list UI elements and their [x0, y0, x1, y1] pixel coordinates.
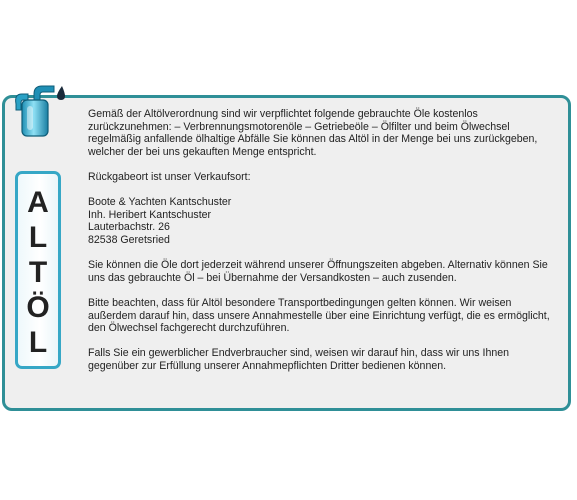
address-line: Lauterbachstr. 26 — [88, 221, 170, 234]
intro-paragraph: Gemäß der Altölverordnung sind wir verpflichtet folgende gebrauchte Öle kostenlos zurückzunehmen: – Verbrennungsmotorenöle – Getriebeöle – Ölfilter und beim Ölwechsel regelmäßig anfallende ölhaltige Abfälle Sie können das Altöl in der Menge bei uns zurückgeben, welcher der bei uns gekauften Menge entspricht. — [88, 108, 538, 158]
address-line: Boote & Yachten Kantschuster — [88, 196, 232, 209]
altoel-vertical-label — [15, 171, 61, 369]
oil-can-icon — [10, 80, 74, 140]
opening-hours-paragraph: Sie können die Öle dort jederzeit während unserer Öffnungszeiten abgeben. Alternativ können Sie uns das gebrauchte Öl – bei Übernahme der Versandkosten – auch zusenden. — [88, 259, 548, 284]
return-location-heading: Rückgabeort ist unser Verkaufsort: — [88, 170, 251, 183]
label-letter: A — [27, 186, 49, 219]
commercial-paragraph: Falls Sie ein gewerblicher Endverbraucher sind, weisen wir darauf hin, dass wir uns Ihnen gegenüber zur Erfüllung unserer Annahmepflichten Dritter bedienen können. — [88, 347, 510, 372]
label-letter: L — [28, 326, 48, 359]
return-address — [88, 196, 556, 246]
address-line: Inh. Heribert Kantschuster — [88, 208, 212, 221]
transport-paragraph: Bitte beachten, dass für Altöl besondere Transportbedingungen gelten können. Wir weisen außerdem darauf hin, dass unsere Annahmestelle über eine Einrichtung verfügt, die es ermöglicht, den Ölwechsel fachgerecht durchzuführen. — [88, 296, 550, 335]
label-letter: T — [28, 256, 48, 289]
label-letter: Ö — [26, 291, 50, 324]
label-letter: L — [28, 221, 48, 254]
altoel-text-content — [88, 108, 556, 385]
address-line: 82538 Geretsried — [88, 233, 170, 246]
